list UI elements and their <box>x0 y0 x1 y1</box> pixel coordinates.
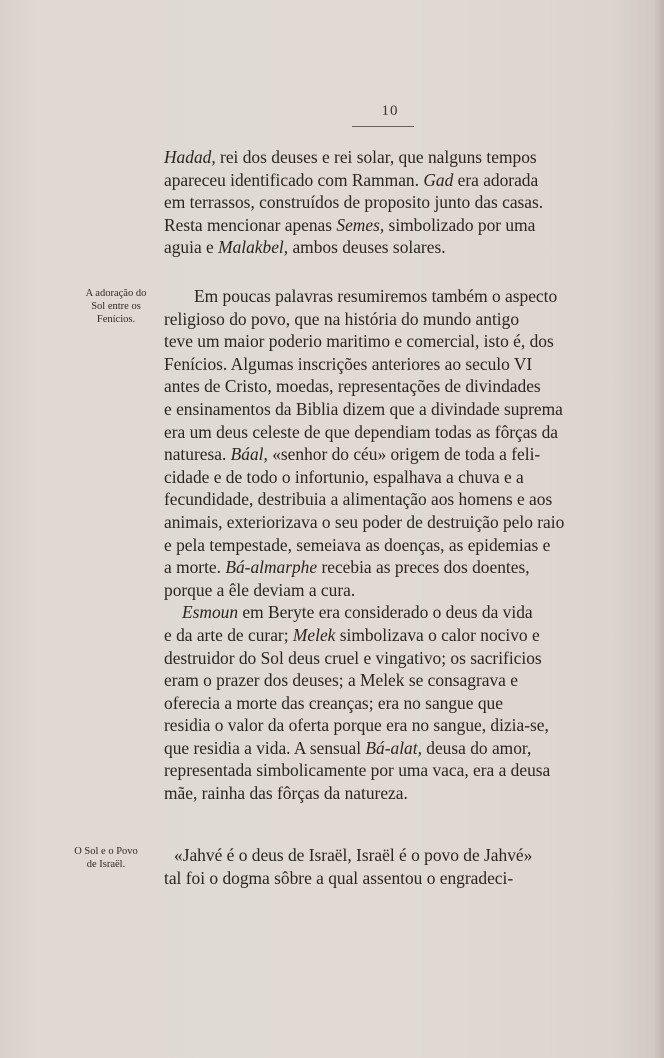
line-text: recebia as preces dos doentes, <box>317 557 530 578</box>
paragraph-hadad <box>164 146 598 259</box>
italic-name: Esmoun <box>182 602 239 623</box>
text-line: representada simbolicamente por uma vaca, era a deusa <box>164 760 551 781</box>
text-line: era um deus celeste de que dependiam todas as fôrças da <box>164 421 559 442</box>
text-line: animais, exteriorizava o seu poder de destruição pelo raio <box>164 511 565 532</box>
line-text: a morte. <box>164 557 226 578</box>
text-line: religioso do povo, que na história do mundo antigo <box>164 308 520 329</box>
text-line: «Jahvé é o deus de Israël, Israël é o povo de Jahvé» <box>174 845 533 865</box>
italic-name: Gad <box>423 169 454 190</box>
italic-name: Báal, <box>230 444 268 465</box>
page-number: 10 <box>381 103 399 119</box>
line-text: deusa do amor, <box>421 737 532 758</box>
text-line: fecundidade, destribuia a alimentação aos homens e aos <box>164 489 553 510</box>
text-line: cidade e de todo o infortunio, espalhava a chuva e a <box>164 466 524 487</box>
line-text: «senhor do céu» origem de toda a feli- <box>267 444 541 465</box>
margin-note-line: de Israël. <box>86 859 126 870</box>
text-line <box>164 146 598 169</box>
margin-note-line: Sol entre os <box>91 301 141 312</box>
line-text: apareceu identificado com Ramman. <box>164 169 424 190</box>
line-text: naturesa. <box>164 444 231 465</box>
text-line <box>164 169 598 192</box>
line-text: aguia e <box>164 237 219 258</box>
page-edge-shadow <box>654 0 664 1058</box>
paragraph-phoenicians <box>164 285 598 805</box>
text-line <box>164 624 598 647</box>
paragraph-israel <box>164 844 598 889</box>
text-line: teve um maior poderio maritimo e comercial, isto é, dos <box>164 331 554 352</box>
text-line: em terrassos, construídos de proposito junto das casas. <box>164 192 544 213</box>
text-line: eram o prazer dos deuses; a Melek se consagrava e <box>164 670 518 691</box>
italic-name: Semes, <box>336 214 385 235</box>
line-text: simbolizado por uma <box>384 214 536 235</box>
text-line: mãe, rainha das fôrças da natureza. <box>164 783 408 804</box>
text-line: Fenícios. Algumas inscrições anteriores ao seculo VI <box>164 353 533 374</box>
line-text: que residia a vida. A sensual <box>164 737 366 758</box>
text-line: destruidor do Sol deus cruel e vingativo; os sacrificios <box>164 647 542 668</box>
line-text: rei dos deuses e rei solar, que nalguns tempos <box>215 147 537 167</box>
text-line: antes de Cristo, moedas, representações de divindades <box>164 376 541 397</box>
line-text: e da arte de curar; <box>164 624 293 645</box>
page-number-rule <box>352 126 414 127</box>
text-line: Em poucas palavras resumiremos também o aspecto <box>194 286 558 306</box>
italic-name: Malakbel, <box>218 237 289 258</box>
line-text: ambos deuses solares. <box>288 237 446 258</box>
text-line: e ensinamentos da Biblia dizem que a divindade suprema <box>164 398 563 419</box>
line-text: Resta mencionar apenas <box>164 214 337 235</box>
line-text: era adorada <box>453 169 539 190</box>
line-text: em Beryte era considerado o deus da vida <box>238 602 533 623</box>
margin-note-phoenicians <box>66 287 166 326</box>
text-line <box>164 601 598 624</box>
text-line: oferecia a morte das creanças; era no sangue que <box>164 692 503 713</box>
text-line: residia o valor da oferta porque era no sangue, dizia-se, <box>164 715 549 736</box>
italic-name: Hadad, <box>164 147 216 167</box>
line-text: simbolizava o calor nocivo e <box>335 624 540 645</box>
margin-note-line: O Sol e o Povo <box>74 846 138 857</box>
text-line <box>164 737 598 760</box>
text-line <box>164 214 598 237</box>
text-line <box>164 236 598 259</box>
text-line: tal foi o dogma sôbre a qual assentou o engradeci- <box>164 867 514 888</box>
italic-name: Bá-alat, <box>365 737 422 758</box>
text-line: porque a êle deviam a cura. <box>164 579 356 600</box>
margin-note-line: A adoração do <box>85 288 147 299</box>
italic-name: Melek <box>292 624 336 645</box>
margin-note-line: Fenícios. <box>96 314 136 325</box>
text-line <box>164 556 598 579</box>
italic-name: Bá-almarphe <box>225 557 318 578</box>
text-line <box>164 443 598 466</box>
text-line: e pela tempestade, semeiava as doenças, as epidemias e <box>164 534 551 555</box>
margin-note-israel <box>56 845 156 871</box>
